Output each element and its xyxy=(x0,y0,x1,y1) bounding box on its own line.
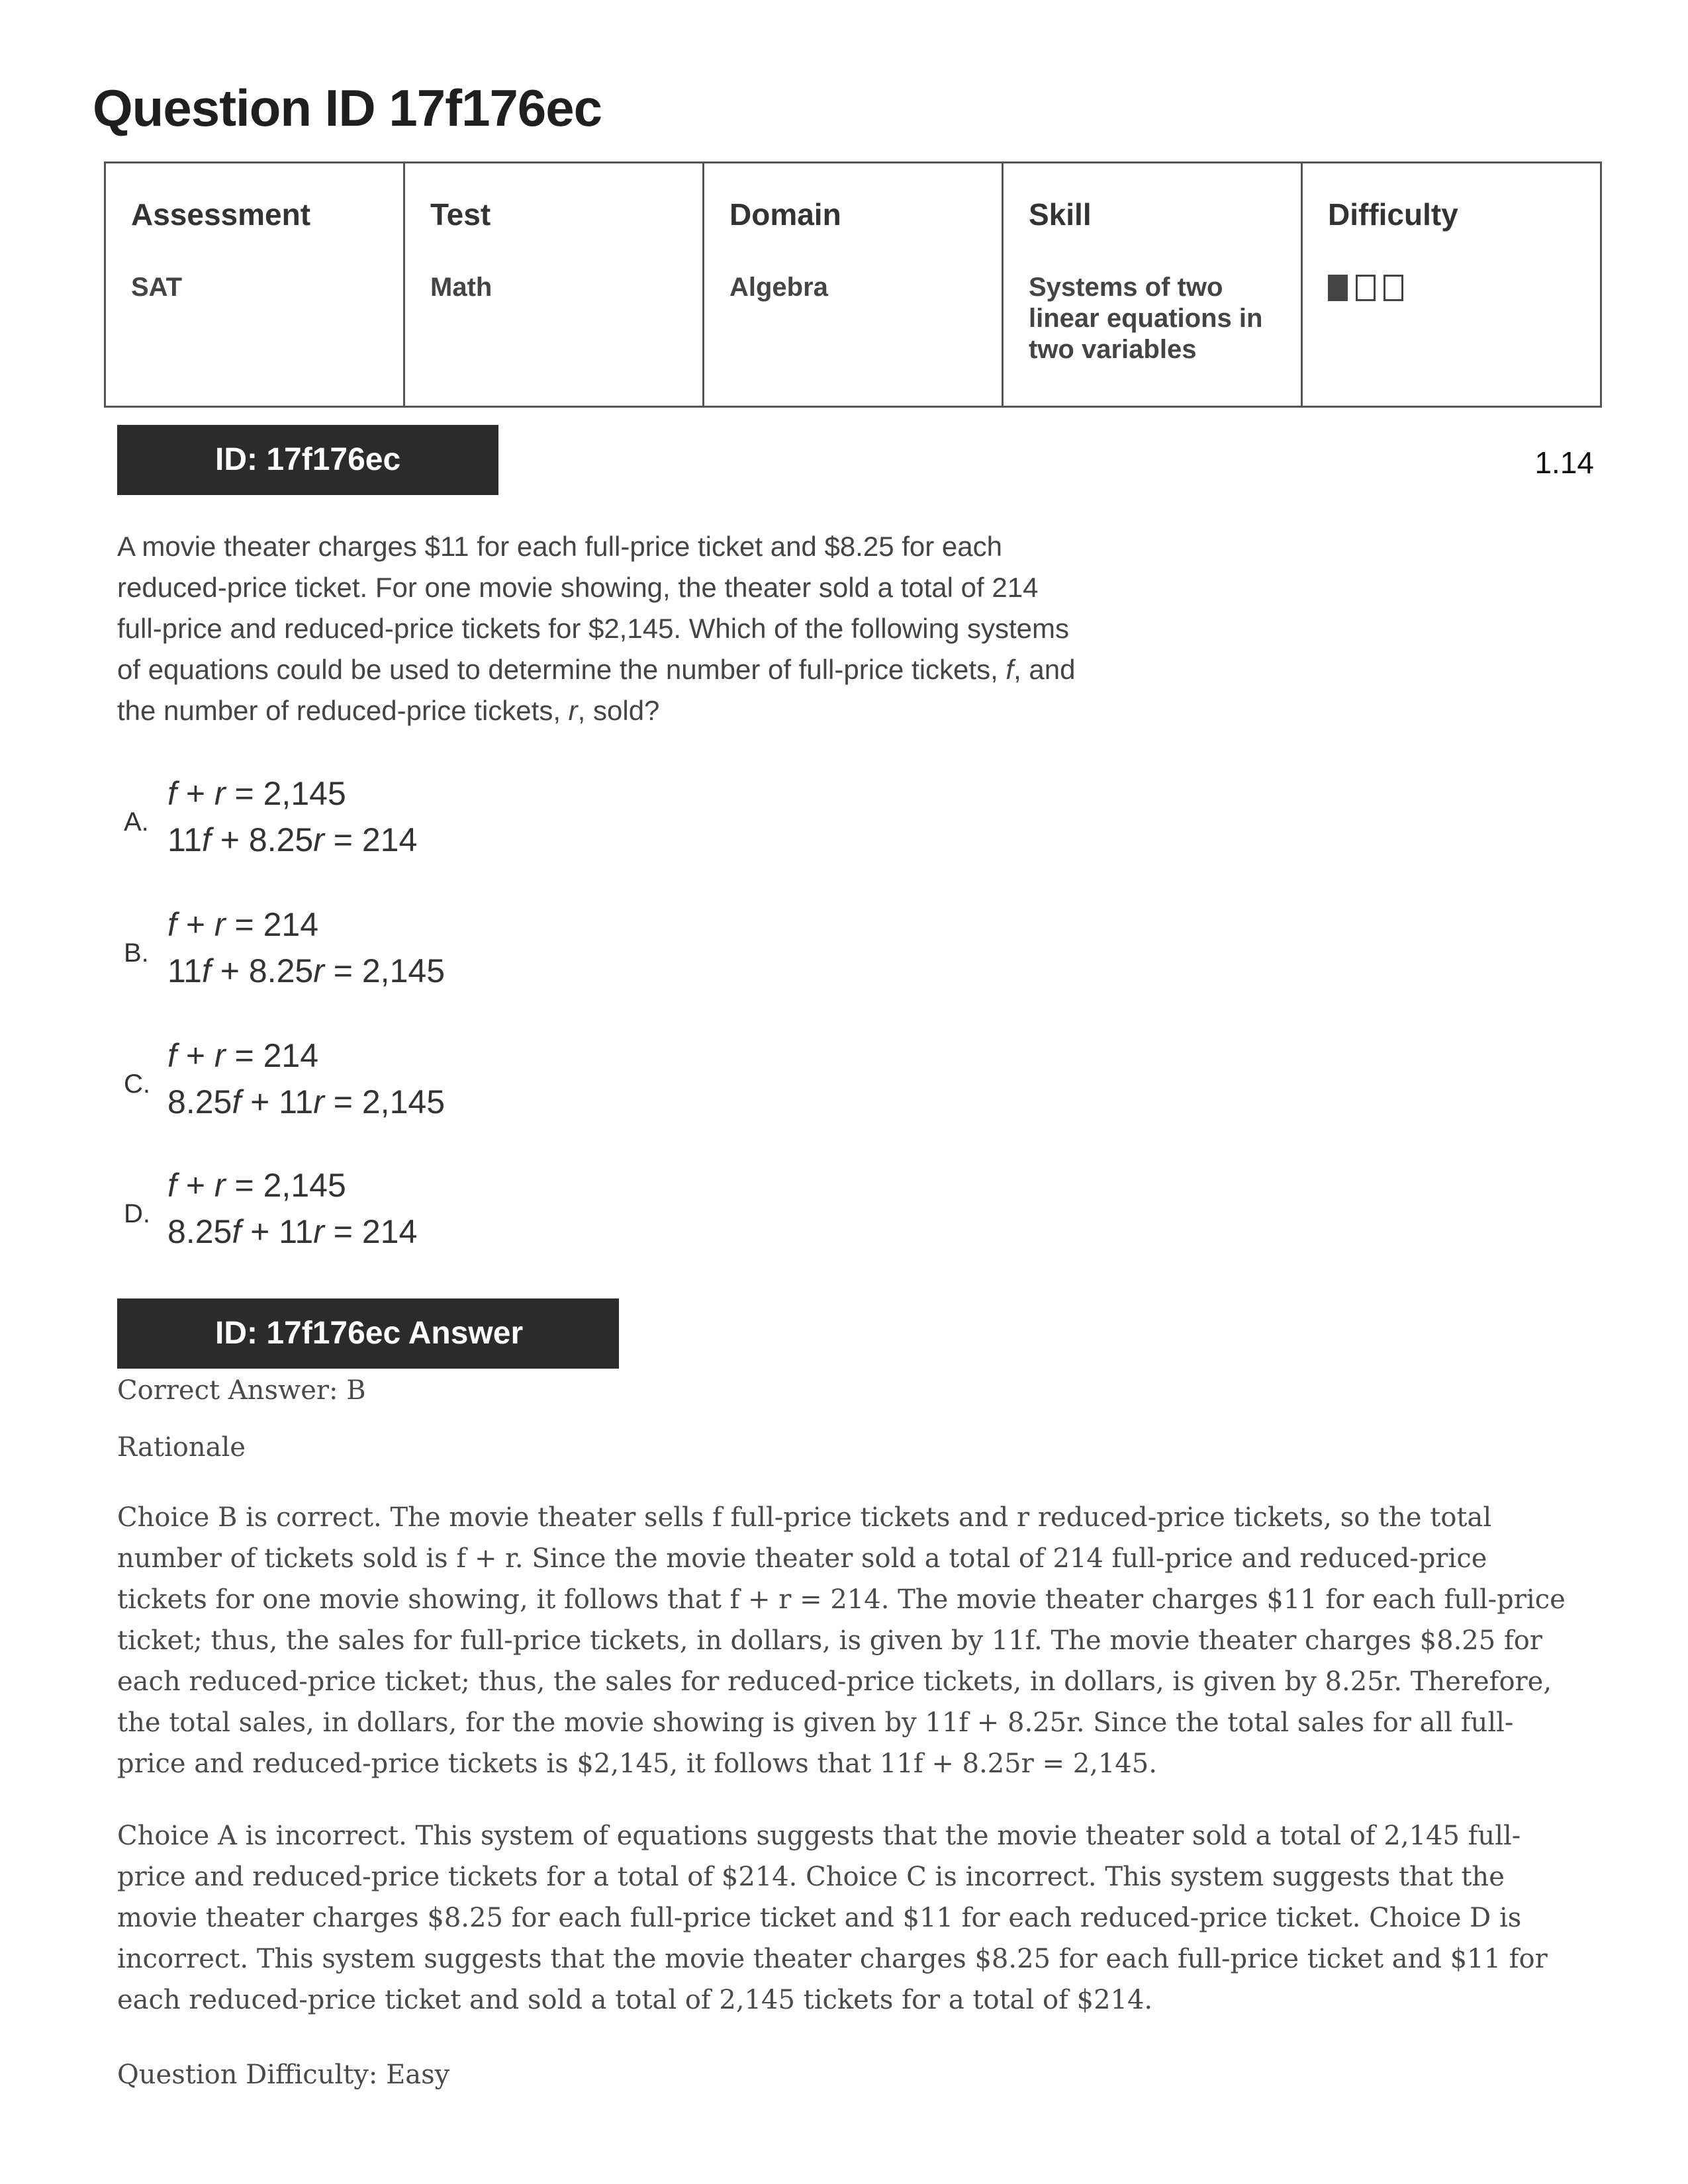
difficulty-box-filled xyxy=(1328,275,1348,301)
difficulty-box-empty xyxy=(1356,275,1376,301)
question-text-part: , sold? xyxy=(577,695,660,726)
choice-equation: 8.25f + 11r = 2,145 xyxy=(167,1083,445,1120)
question-id-bar: ID: 17f176ec xyxy=(117,425,498,495)
choice-equation: f + r = 214 xyxy=(167,1037,319,1074)
choice-equation: f + r = 2,145 xyxy=(167,1167,346,1204)
skill-header: Skill xyxy=(1029,197,1092,232)
choice-equation: f + r = 214 xyxy=(167,906,319,943)
answer-id-bar: ID: 17f176ec Answer xyxy=(117,1298,619,1369)
choice-letter: B. xyxy=(124,938,149,968)
page-number: 1.14 xyxy=(1534,445,1594,480)
test-value: Math xyxy=(430,273,492,302)
difficulty-box-empty xyxy=(1383,275,1403,301)
variable-r: r xyxy=(568,695,578,726)
choice-equation: f + r = 2,145 xyxy=(167,775,346,812)
choice-letter: C. xyxy=(124,1069,150,1099)
domain-cell xyxy=(704,163,1003,407)
difficulty-indicator xyxy=(1328,275,1575,301)
difficulty-header: Difficulty xyxy=(1328,197,1458,232)
rationale-label: Rationale xyxy=(117,1432,246,1463)
difficulty-cell xyxy=(1302,163,1601,407)
test-header: Test xyxy=(430,197,491,232)
test-cell xyxy=(404,163,704,407)
correct-answer: Correct Answer: B xyxy=(117,1375,366,1406)
question-difficulty: Question Difficulty: Easy xyxy=(117,2060,450,2090)
question-text-part: , and the number of reduced-price tickets, xyxy=(117,654,1076,726)
page-title: Question ID 17f176ec xyxy=(93,79,602,137)
skill-cell xyxy=(1003,163,1302,407)
rationale-paragraph: Choice B is correct. The movie theater sells f full-price tickets and r reduced-price tickets, so the total number of tickets sold is f + r. Since the movie theater sold a total of 214 full-price and reduced-price tickets for one movie showing, it follows that f + r = 214. The movie theater charges $11 for each full-price ticket; thus, the sales for full-price tickets, in dollars, is given by 11f. The movie theater charges $8.25 for each reduced-price ticket; thus, the sales for reduced-price tickets, in dollars, is given by 8.25r. Therefore, the total sales, in dollars, for the movie showing is given by 11f + 8.25r. Since the total sales for all full-price and reduced-price tickets is $2,145, it follows that 11f + 8.25r = 2,145. xyxy=(117,1502,1566,1779)
skill-value: Systems of two linear equations in two variables xyxy=(1029,273,1263,364)
domain-value: Algebra xyxy=(729,273,828,302)
choice-equation: 11f + 8.25r = 214 xyxy=(167,821,418,858)
assessment-value: SAT xyxy=(131,273,183,302)
choice-equation: 8.25f + 11r = 214 xyxy=(167,1213,418,1250)
question-text-part: A movie theater charges $11 for each full-price ticket and $8.25 for each reduced-price ticket. For one movie showing, the theater sold a total of 214 full-price and reduced-price tickets for $2,145. Which of the following systems of equations could be used to determine the number of full-price tickets, xyxy=(117,531,1069,685)
choice-equation: 11f + 8.25r = 2,145 xyxy=(167,952,445,989)
variable-f: f xyxy=(1006,654,1014,685)
domain-header: Domain xyxy=(729,197,841,232)
question-text xyxy=(117,526,1077,731)
choice-letter: A. xyxy=(124,807,149,837)
rationale-paragraph: Choice A is incorrect. This system of equations suggests that the movie theater sold a total of 2,145 full-price and reduced-price tickets for a total of $214. Choice C is incorrect. This system suggests that the movie theater charges $8.25 for each full-price ticket and $11 for each reduced-price ticket. Choice D is incorrect. This system suggests that the movie theater charges $8.25 for each full-price ticket and $11 for each reduced-price ticket and sold a total of 2,145 tickets for a total of $214. xyxy=(117,1821,1548,2015)
assessment-header: Assessment xyxy=(131,197,311,232)
assessment-cell xyxy=(105,163,404,407)
metadata-table xyxy=(104,161,1602,408)
choice-letter: D. xyxy=(124,1199,150,1228)
